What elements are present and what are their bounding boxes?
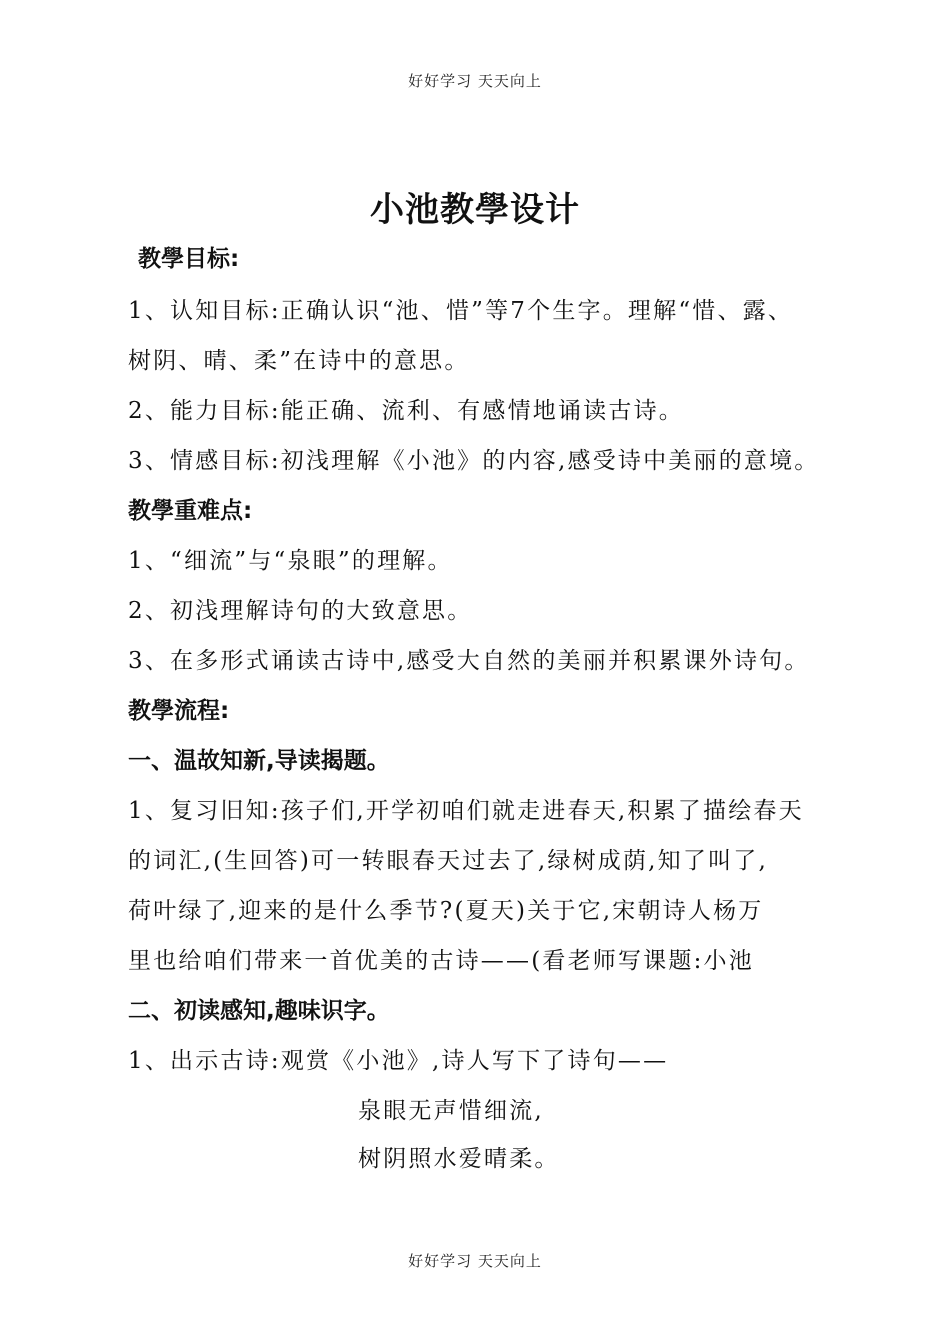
objective-line: 树阴、晴、柔”在诗中的意思。 [128,348,470,374]
objective-line: 3、情感目标:初浅理解《小池》的内容,感受诗中美丽的意境。 [128,448,820,474]
keypoint-line: 3、在多形式诵读古诗中,感受大自然的美丽并积累课外诗句。 [128,648,810,674]
process-heading: 教學流程: [128,698,230,724]
poem-line: 树阴照水爱晴柔。 [358,1146,560,1172]
page-footer: 好好学习 天天向上 [408,1252,542,1270]
keypoint-line: 1、“细流”与“泉眼”的理解。 [128,548,453,574]
keypoint-line: 2、初浅理解诗句的大致意思。 [128,598,473,624]
part1-line: 1、复习旧知:孩子们,开学初咱们就走进春天,积累了描绘春天 [128,798,804,824]
objective-line: 2、能力目标:能正确、流利、有感情地诵读古诗。 [128,398,684,424]
objective-line: 1、认知目标:正确认识“池、惜”等7个生字。理解“惜、露、 [128,298,794,324]
document-title: 小池教學设计 [370,190,580,230]
part1-line: 的词汇,(生回答)可一转眼春天过去了,绿树成荫,知了叫了, [128,848,768,874]
keypoints-heading: 教學重难点: [128,498,253,524]
page-header: 好好学习 天天向上 [408,72,542,90]
objectives-heading: 教學目标: [138,246,240,272]
poem-line: 泉眼无声惜细流, [358,1098,544,1124]
part1-heading: 一、温故知新,导读揭题。 [128,748,390,774]
part2-heading: 二、初读感知,趣味识字。 [128,998,390,1024]
part2-line: 1、出示古诗:观赏《小池》,诗人写下了诗句—— [128,1048,669,1074]
part1-line: 里也给咱们带来一首优美的古诗——(看老师写课题:小池 [128,948,754,974]
part1-line: 荷叶绿了,迎来的是什么季节?(夏天)关于它,宋朝诗人杨万 [128,898,764,924]
